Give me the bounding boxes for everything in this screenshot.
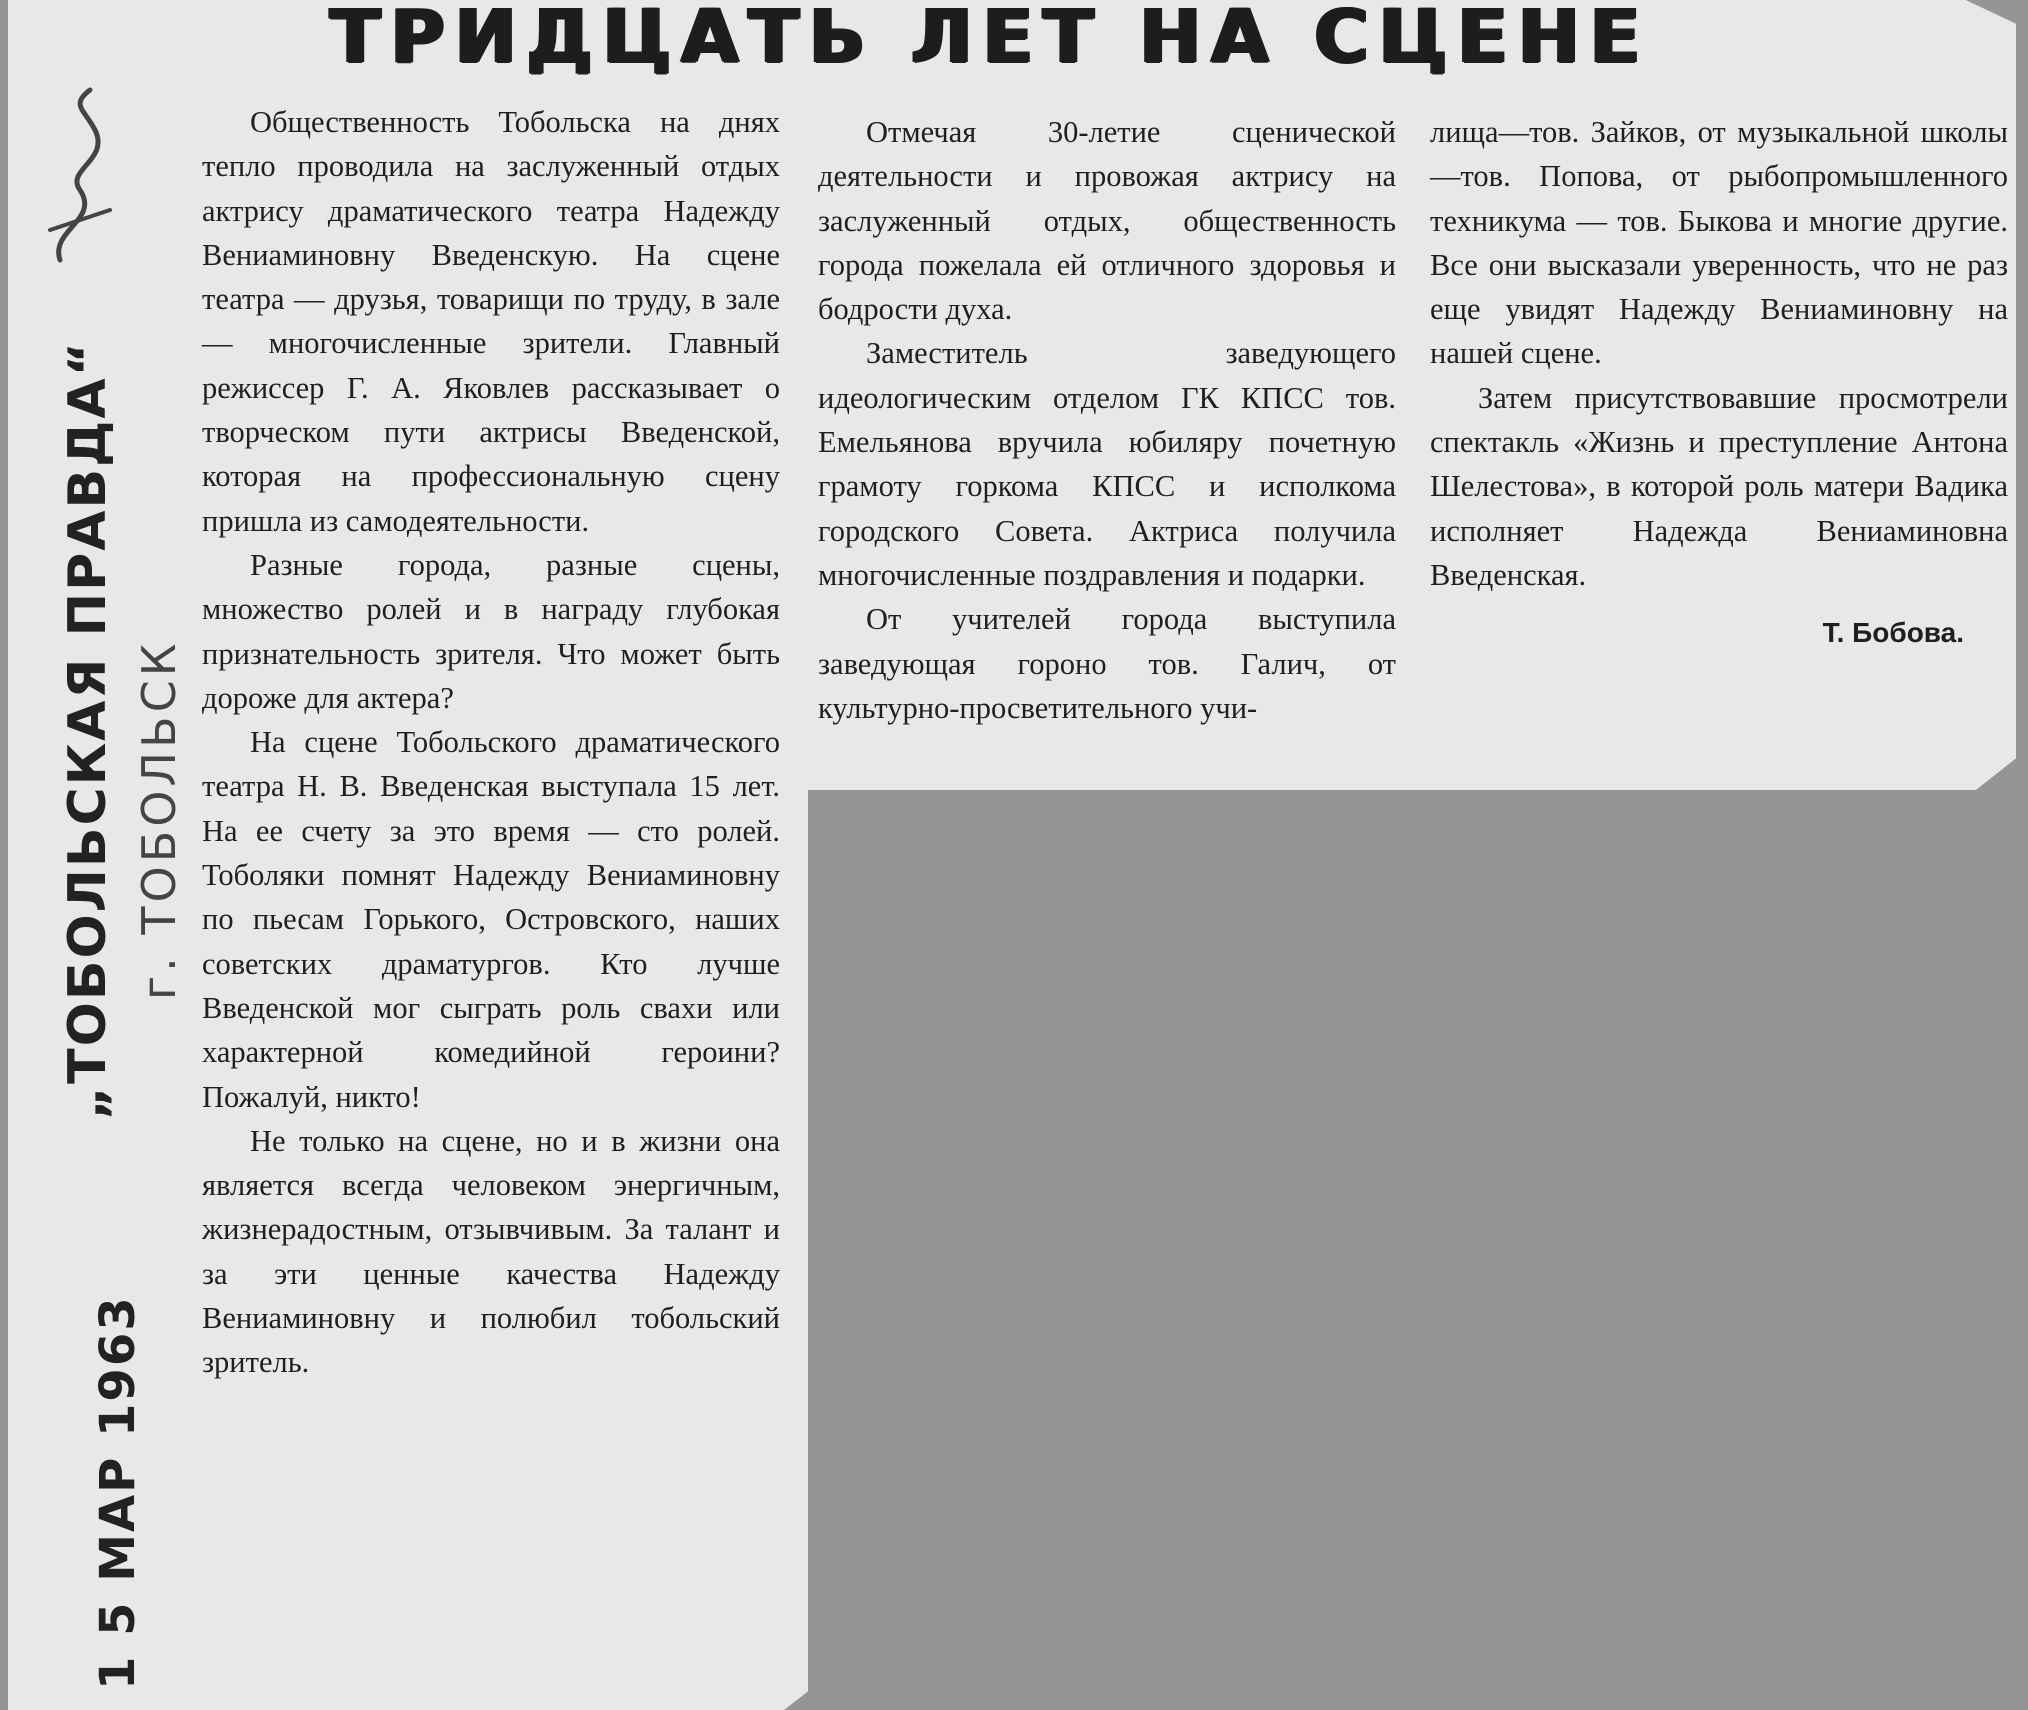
paragraph: Заместитель заведующего идеологическим отделом ГК КПСС тов. Емельянова вручила юбиляру почетную грамоту горкома КПСС и исполкома городского Совета. Актриса получила многочисленные поздравления и подарки. (818, 336, 1396, 592)
article-column-1 (202, 100, 780, 1385)
paragraph: лища—тов. Зайков, от музыкальной школы—тов. Попова, от рыбопромышленного техникума — тов. Быкова и многие другие. Все они высказали уверенность, что не раз еще увидят Надежду Вениаминовну на нашей сцене. (1430, 115, 2008, 371)
paragraph: На сцене Тобольского драматического театра Н. В. Введенская выступала 15 лет. На ее счету за это время — сто ролей. Тоболяки помнят Надежду Вениаминовну по пьесам Горького, Островского, наших советских драматургов. Кто лучше Введенской мог сыграть роль свахи или характерной комедийной героини? Пожалуй, никто! (202, 725, 780, 1114)
paragraph: От учителей города выступила заведующая гороно тов. Галич, от культурно-просветительного учи- (818, 602, 1396, 725)
author-signature: Т. Бобова. (1822, 617, 1964, 649)
handwritten-mark-icon (40, 80, 130, 270)
article-title: ТРИДЦАТЬ ЛЕТ НА СЦЕНЕ (330, 0, 1651, 80)
newspaper-name-stamp: „ТОБОЛЬСКАЯ ПРАВДА“ (58, 340, 118, 1120)
article-column-3 (1430, 110, 2008, 656)
paragraph: Общественность Тобольска на днях тепло проводила на заслуженный отдых актрису драматического театра Надежду Вениаминовну Введенскую. На сцене театра — друзья, товарищи по труду, в зале — многочисленные зрители. Главный режиссер Г. А. Яковлев рассказывает о творческом пути актрисы Введенской, которая на профессиональную сцену пришла из самодеятельности. (202, 105, 780, 538)
city-stamp: г. ТОБОЛЬСК (132, 639, 186, 1000)
paragraph: Не только на сцене, но и в жизни она является всегда человеком энергичным, жизнерадостным, отзывчивым. За талант и за эти ценные качества Надежду Вениаминовну и полюбил тобольский зритель. (202, 1123, 780, 1380)
paragraph: Разные города, разные сцены, множество ролей и в награду глубокая признательность зрителя. Что может быть дороже для актера? (202, 547, 780, 715)
paragraph: Отмечая 30-летие сценической деятельности и провожая актрису на заслуженный отдых, общественность города пожелала ей отличного здоровья и бодрости духа. (818, 115, 1396, 327)
date-stamp: 1 5 МАР 1963 (90, 1295, 146, 1690)
paragraph: Затем присутствовавшие просмотрели спектакль «Жизнь и преступление Антона Шелестова», в которой роль матери Вадика исполняет Надежда Вениаминовна Введенская. (1430, 380, 2008, 592)
article-column-2 (818, 110, 1396, 730)
